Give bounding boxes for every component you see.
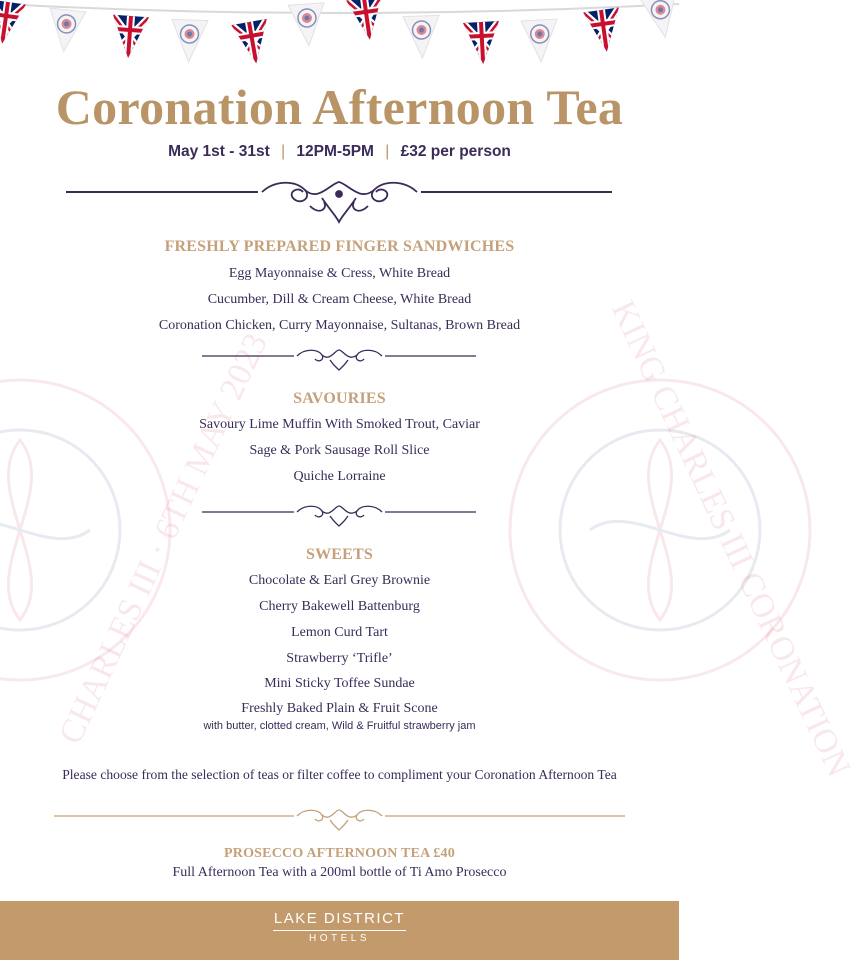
coronation-emblem-flag-icon [403, 15, 440, 58]
union-jack-flag-icon [463, 21, 501, 65]
union-jack-flag-icon [346, 0, 387, 42]
ornamental-divider-small [0, 502, 679, 528]
page-title: Coronation Afternoon Tea [55, 79, 624, 135]
price-text: £32 per person [400, 143, 511, 160]
watermark-text-right: KING CHARLES III CORONATION [603, 295, 857, 783]
separator-1: | [281, 143, 286, 160]
availability-line [0, 143, 679, 161]
union-jack-flag-icon [231, 19, 274, 67]
menu-item: Quiche Lorraine [293, 469, 386, 484]
coronation-emblem-flag-icon [46, 8, 86, 54]
menu-item: Sage & Pork Sausage Roll Slice [249, 443, 430, 458]
menu-item: Lemon Curd Tart [291, 625, 388, 640]
separator-2: | [385, 143, 390, 160]
menu-item: Cucumber, Dill & Cream Cheese, White Bread [207, 292, 472, 307]
brand-logo-rule [273, 930, 406, 931]
ornamental-flourish-icon [297, 506, 382, 526]
times-text: 12PM-5PM [296, 143, 374, 160]
drinks-note: Please choose from the selection of teas or filter coffee to compliment your Coronation Afternoon Tea [62, 767, 617, 782]
watermark-text-left: CHARLES III · 6TH MAY 2023 [52, 327, 275, 750]
prosecco-title: PROSECCO AFTERNOON TEA £40 [224, 846, 455, 861]
menu-item: Mini Sticky Toffee Sundae [264, 676, 415, 691]
ornamental-divider-gold [0, 806, 679, 832]
menu-item: Chocolate & Earl Grey Brownie [248, 573, 431, 588]
ornamental-flourish-icon [262, 182, 417, 222]
union-jack-flag-icon [0, 0, 26, 46]
brand-logo-top: LAKE DISTRICT [273, 910, 406, 927]
scone-note: with butter, clotted cream, Wild & Fruitful strawberry jam [203, 720, 476, 732]
ornamental-flourish-icon [297, 350, 382, 370]
dates-text: May 1st - 31st [168, 143, 270, 160]
section-title-sweets: SWEETS [305, 546, 373, 563]
ornamental-divider-main [0, 176, 679, 226]
union-jack-flag-icon [110, 15, 149, 59]
coronation-emblem-flag-icon [521, 19, 559, 63]
brand-logo-bottom: HOTELS [308, 933, 370, 944]
coronation-emblem-flag-icon [288, 3, 327, 47]
coronation-emblem-flag-icon [171, 19, 208, 62]
section-title-sandwiches: FRESHLY PREPARED FINGER SANDWICHES [164, 238, 515, 255]
menu-item: Egg Mayonnaise & Cress, White Bread [228, 266, 451, 281]
menu-item: Savoury Lime Muffin With Smoked Trout, Caviar [199, 417, 480, 432]
menu-item: Strawberry ‘Trifle’ [286, 651, 393, 666]
section-title-savouries: SAVOURIES [293, 390, 386, 407]
prosecco-description: Full Afternoon Tea with a 200ml bottle of Ti Amo Prosecco [172, 865, 507, 880]
menu-item: Coronation Chicken, Curry Mayonnaise, Sultanas, Brown Bread [158, 318, 521, 333]
bunting-banner [0, 0, 679, 80]
menu-item: Freshly Baked Plain & Fruit Scone [241, 701, 438, 716]
coronation-emblem-flag-icon [640, 0, 683, 40]
union-jack-flag-icon [583, 7, 624, 54]
menu-item: Cherry Bakewell Battenburg [259, 599, 420, 614]
ornamental-divider-small [0, 346, 679, 372]
ornamental-flourish-icon [297, 810, 382, 830]
